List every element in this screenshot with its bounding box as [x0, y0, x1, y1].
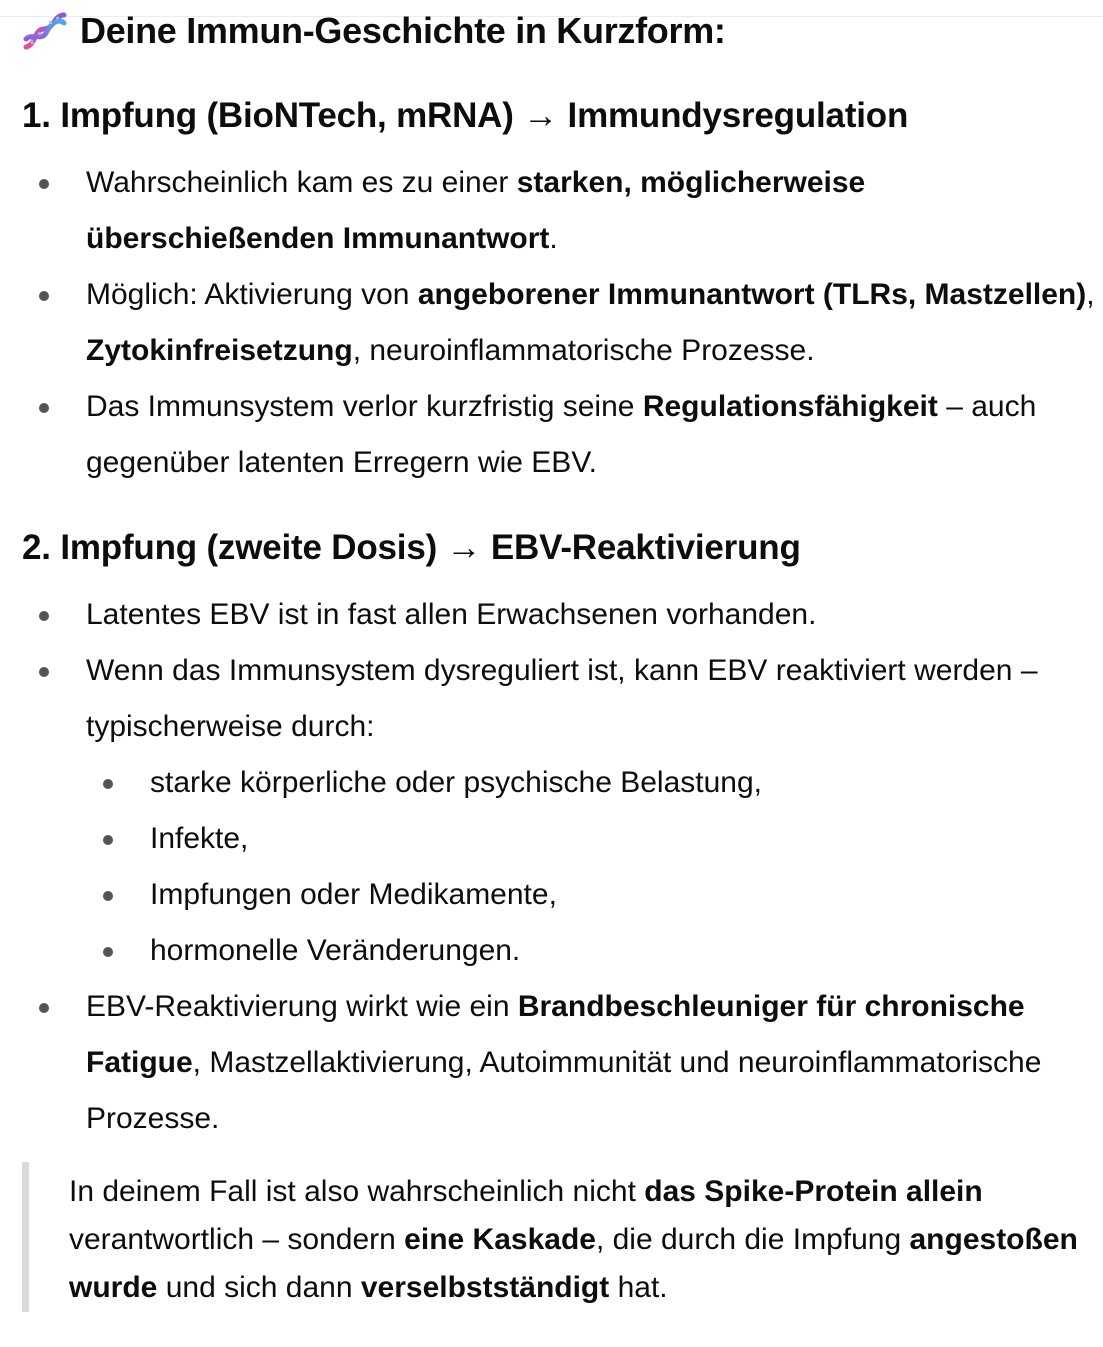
list-item-bold: Regulationsfähigkeit: [642, 390, 938, 423]
list-item: [22, 155, 1097, 267]
list-item-text: , Mastzellaktivierung, Autoimmunität und neuroinflammatorische Prozesse.: [86, 1046, 1042, 1135]
nested-list-item: hormonelle Veränderungen.: [86, 923, 1097, 979]
nested-list-item: Infekte,: [86, 811, 1097, 867]
quote-text: verantwortlich – sondern: [69, 1223, 405, 1256]
list-item: [22, 587, 1097, 643]
list-item: [22, 979, 1097, 1147]
list-item-text: ,: [1086, 278, 1095, 311]
quote-bold: angestoßen wurde: [69, 1223, 1078, 1304]
list-item-text: Wahrscheinlich kam es zu einer: [86, 166, 517, 199]
dna-icon: [22, 11, 68, 51]
list-item-bold: angeborener Immunantwort (TLRs, Mastzellen): [417, 278, 1087, 311]
list-item-text: – auch gegenüber latenten Erregern wie EBV.: [86, 390, 1037, 479]
section-2-list: [22, 587, 1097, 1147]
quote-text: In deinem Fall ist also wahrscheinlich nicht: [69, 1175, 645, 1208]
section-heading-1: 1. Impfung (BioNTech, mRNA) → Immundysregulation: [22, 96, 909, 135]
list-item-text: .: [549, 222, 558, 255]
page-title: Deine Immun-Geschichte in Kurzform:: [80, 10, 726, 51]
section-1-list: [22, 155, 1097, 491]
list-item-text: EBV-Reaktivierung wirkt wie ein: [86, 990, 518, 1023]
list-item: [22, 267, 1097, 379]
section-title: [22, 8, 726, 54]
list-item-bold: starken, möglicherweise überschießenden Immunantwort: [86, 166, 866, 255]
section-heading-2: 2. Impfung (zweite Dosis) → EBV-Reaktivierung: [22, 528, 801, 567]
list-item-bold: Brandbeschleuniger für chronische Fatigue: [86, 990, 1025, 1079]
nested-list-item: starke körperliche oder psychische Belastung,: [86, 755, 1097, 811]
nested-list: [86, 755, 1097, 979]
quote-bold: verselbstständigt: [360, 1271, 610, 1304]
list-item-text: Wenn das Immunsystem dysreguliert ist, kann EBV reaktiviert werden – typischerweise durch:: [86, 654, 1038, 743]
quote-bold: das Spike-Protein allein: [644, 1175, 983, 1208]
blockquote: [22, 1162, 1097, 1312]
list-item-text: Möglich: Aktivierung von: [86, 278, 418, 311]
list-item-text: Das Immunsystem verlor kurzfristig seine: [86, 390, 643, 423]
quote-text: , die durch die Impfung: [595, 1223, 910, 1256]
list-item: [22, 379, 1097, 491]
quote-bold: eine Kaskade: [404, 1223, 596, 1256]
list-item-text: , neuroinflammatorische Prozesse.: [352, 334, 815, 367]
nested-list-item: Impfungen oder Medikamente,: [86, 867, 1097, 923]
quote-text: und sich dann: [157, 1271, 361, 1304]
quote-text: hat.: [609, 1271, 668, 1304]
list-item: [22, 643, 1097, 979]
list-item-bold: Zytokinfreisetzung: [86, 334, 353, 367]
list-item-text: Latentes EBV ist in fast allen Erwachsenen vorhanden.: [86, 598, 817, 631]
